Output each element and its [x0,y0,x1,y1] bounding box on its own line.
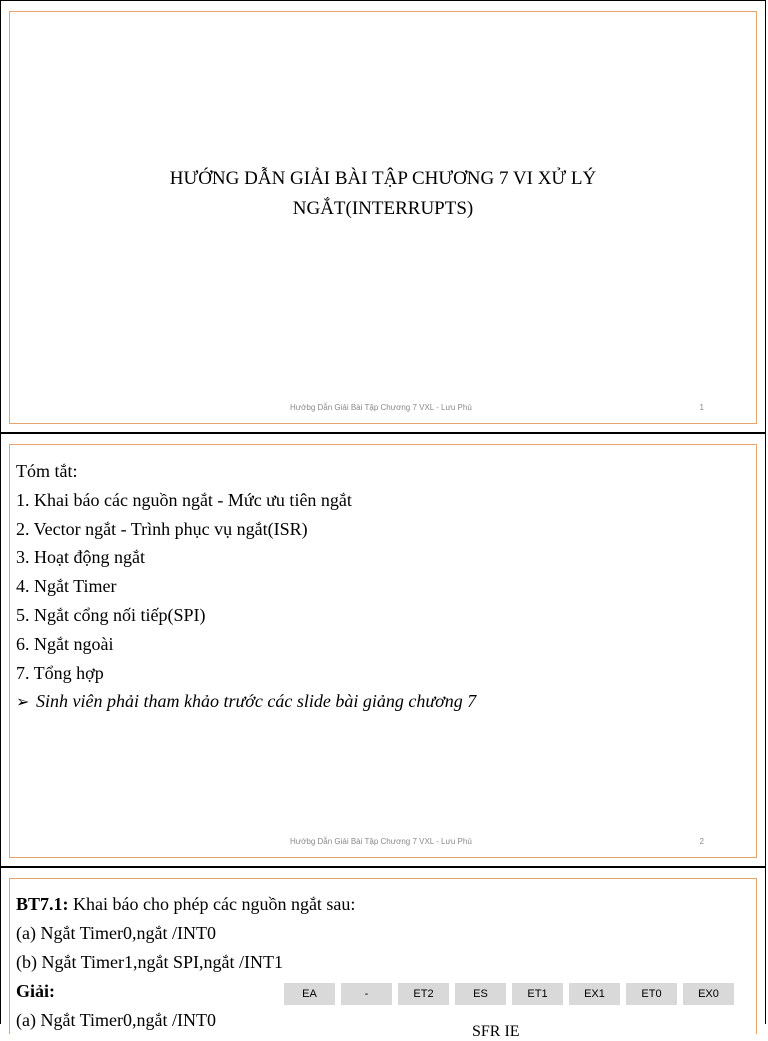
list-item: 4. Ngắt Timer [16,576,117,597]
register-bit: - [338,983,395,1005]
ie-register-table [278,983,734,1005]
register-bit: EX0 [680,983,734,1005]
list-item: 3. Hoạt động ngắt [16,547,145,568]
register-bit: ET1 [509,983,566,1005]
exercise-item: (b) Ngắt Timer1,ngắt SPI,ngắt /INT1 [16,952,283,972]
exercise-content [16,890,355,1035]
list-item: 1. Khai báo các nguồn ngắt - Mức ưu tiên ngắt [16,489,352,510]
slide-2 [0,433,766,867]
solution-label: Giải: [16,981,55,1001]
footer-text: Hướbg Dẫn Giải Bài Tập Chương 7 VXL - Lưu Phú [290,403,472,412]
slide-frame [9,444,757,858]
exercise-item: (a) Ngắt Timer0,ngắt /INT0 [16,923,216,943]
register-bit: ET2 [395,983,452,1005]
page-number: 1 [699,403,704,412]
list-item: 6. Ngắt ngoài [16,633,114,654]
slide-3 [0,867,766,1040]
exercise-prompt: Khai báo cho phép các nguồn ngắt sau: [68,894,356,914]
register-name: SFR IE [472,1023,520,1040]
exercise-number: BT7.1: [16,894,69,914]
slide-1 [0,0,766,433]
solution-item: (a) Ngắt Timer0,ngắt /INT0 [16,1010,216,1030]
note-bullet [16,687,476,716]
register-bit: ET0 [623,983,680,1005]
list-item: 5. Ngắt cổng nối tiếp(SPI) [16,604,206,625]
footer-text: Hướbg Dẫn Giải Bài Tập Chương 7 VXL - Lưu Phú [290,837,472,846]
list-item: 7. Tổng hợp [16,662,104,683]
slide-frame [9,878,757,1040]
summary-list [16,457,476,716]
slide-footer [10,403,756,417]
exercise-heading [16,890,355,919]
register-bit: EX1 [566,983,623,1005]
summary-heading: Tóm tắt: [16,461,78,481]
title-line-1: HƯỚNG DẪN GIẢI BÀI TẬP CHƯƠNG 7 VI XỬ LÝ [169,168,597,189]
register-bit: ES [452,983,509,1005]
register-bit: EA [281,983,338,1005]
slide-frame [9,11,757,424]
title-line-2: NGẮT(INTERRUPTS) [292,198,474,219]
slide-footer [10,837,756,851]
slide-title [10,164,756,224]
list-item: 2. Vector ngắt - Trình phục vụ ngắt(ISR) [16,518,308,539]
arrow-bullet-icon: ➢ [16,694,30,712]
note-text: Sinh viên phải tham khảo trước các slide bài giảng chương 7 [36,691,477,712]
page-number: 2 [699,837,704,846]
